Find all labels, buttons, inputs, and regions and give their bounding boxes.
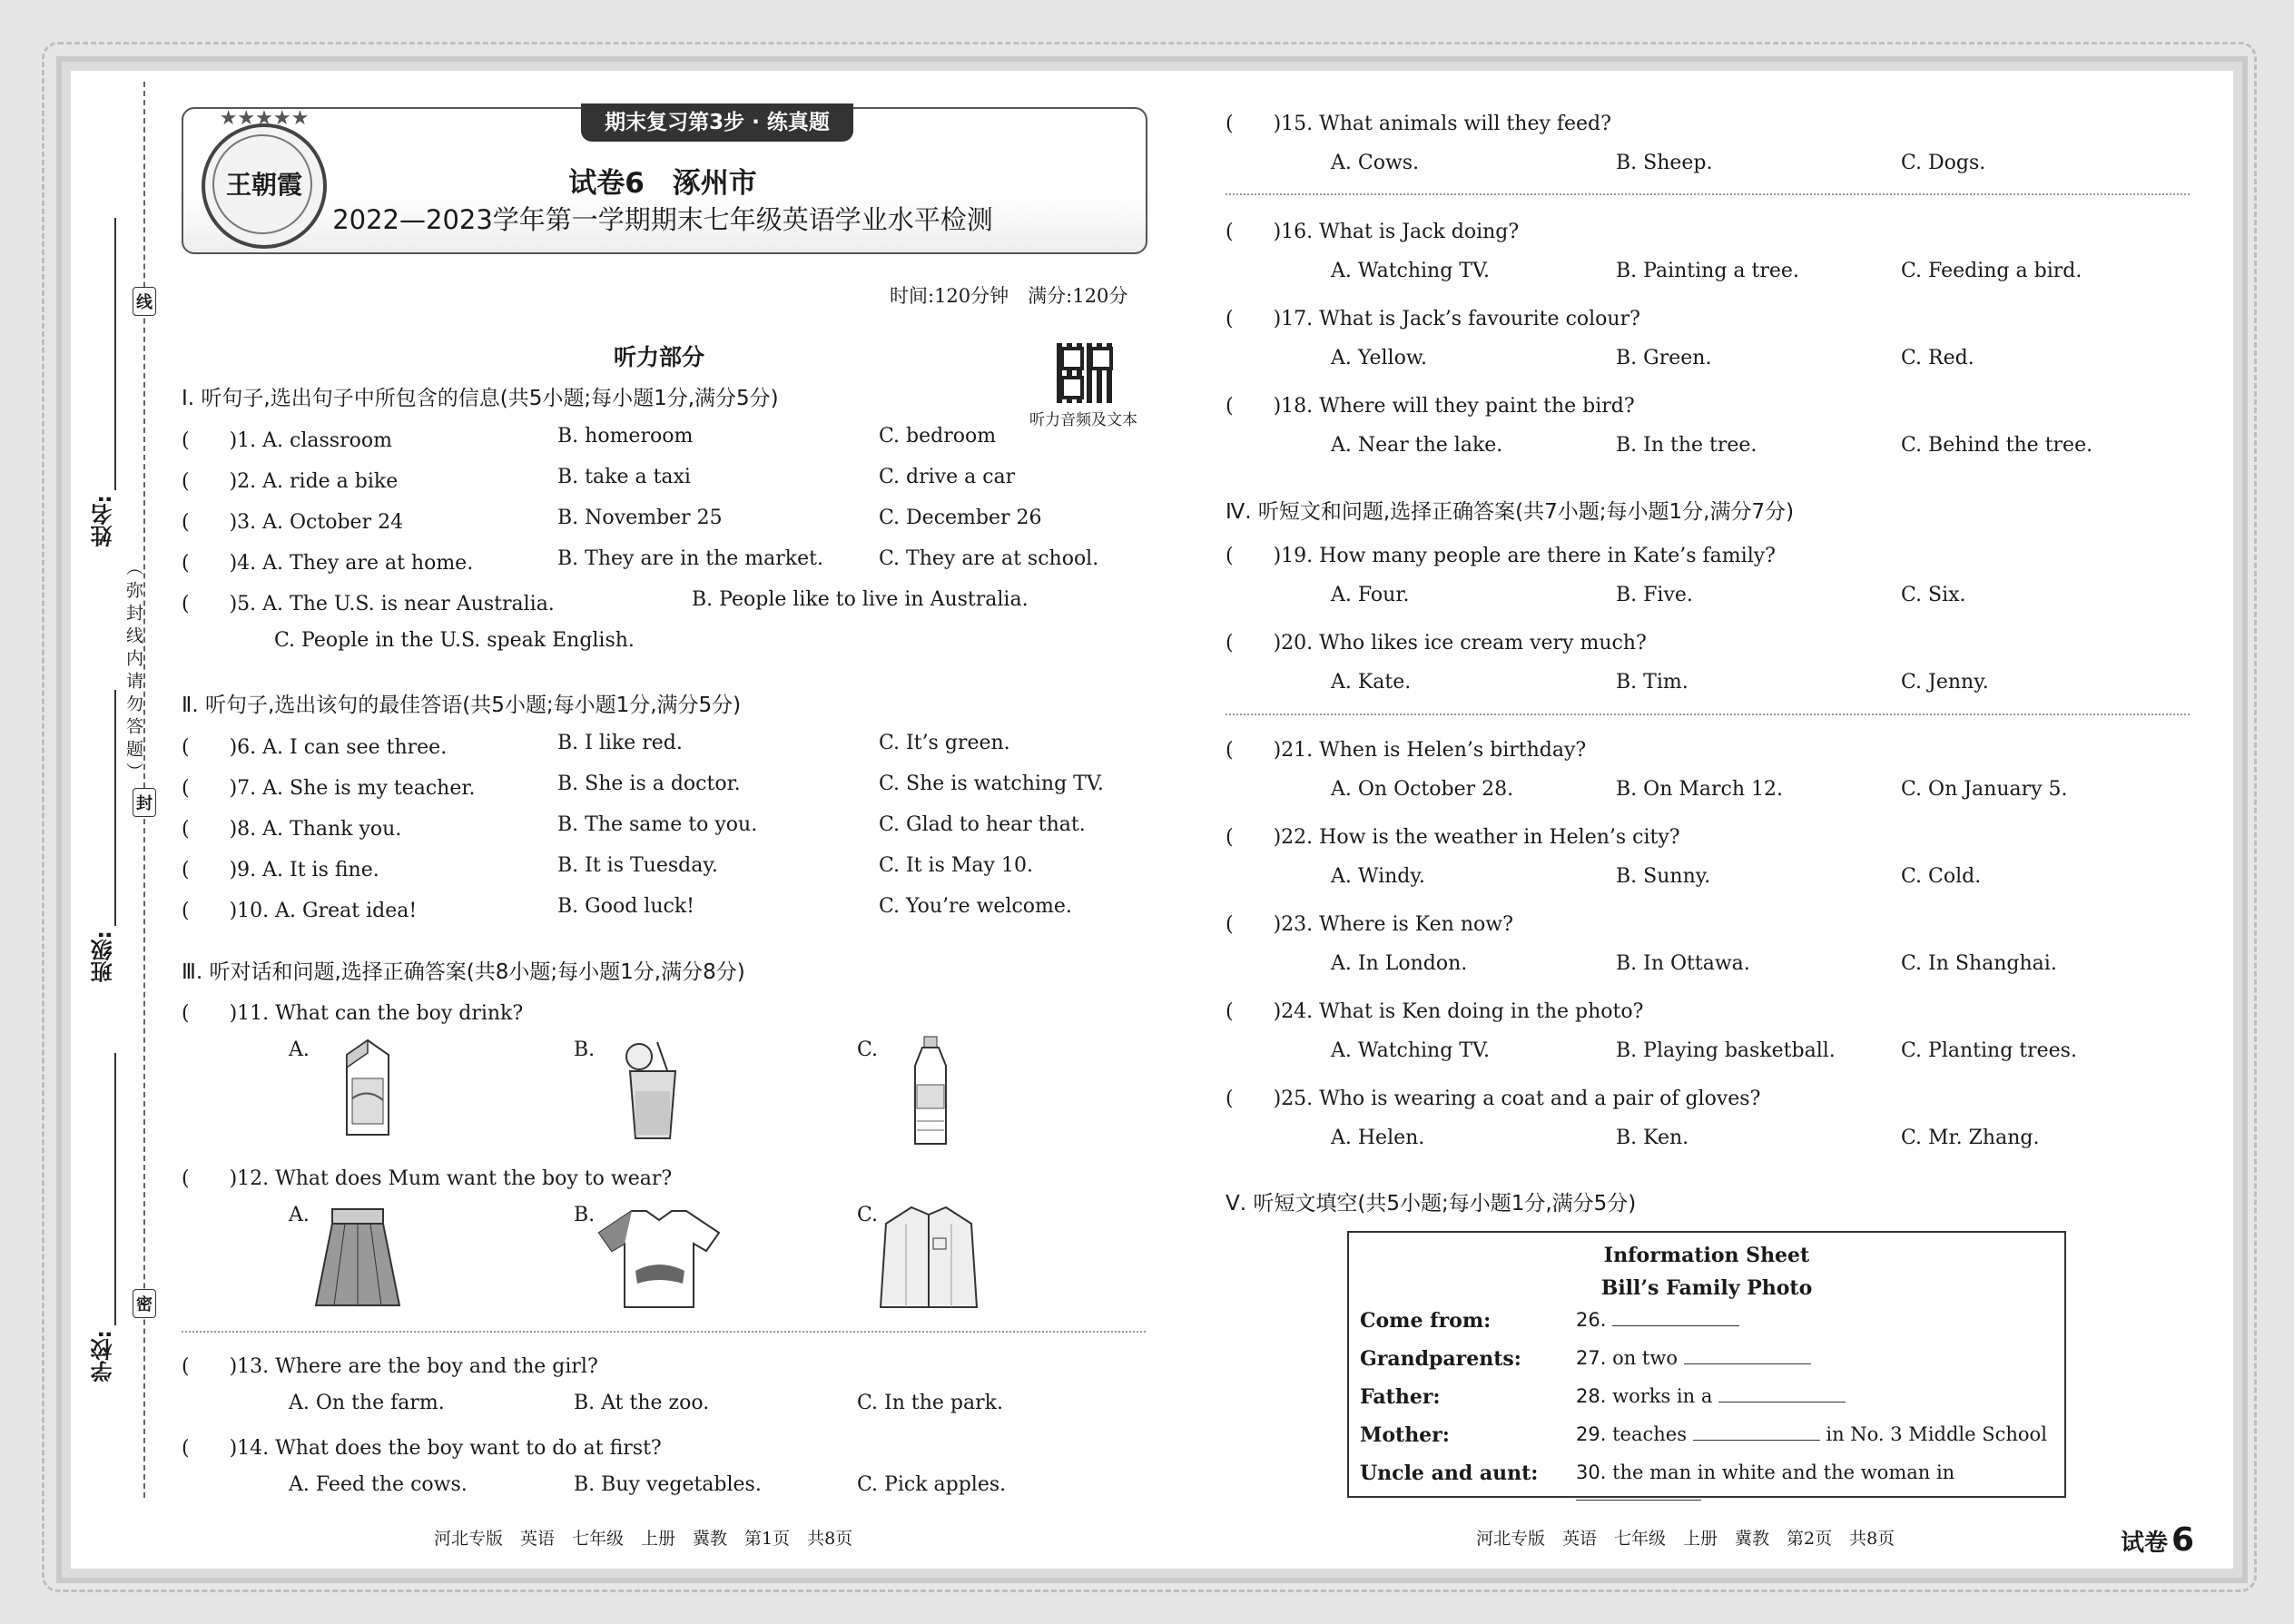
school-field[interactable]	[87, 1053, 123, 1398]
question-16[interactable]: ( )16. What is Jack doing?	[1226, 221, 1520, 243]
q18-option-a[interactable]: A. Near the lake.	[1331, 434, 1503, 457]
q15-option-c[interactable]: C. Dogs.	[1901, 152, 1986, 174]
q2-option-c[interactable]: C. drive a car	[879, 466, 1016, 488]
q12-option-b[interactable]: B.	[574, 1204, 596, 1226]
info-row-26[interactable]	[1576, 1309, 1739, 1331]
info-row-30[interactable]	[1576, 1462, 2064, 1505]
q14-option-b[interactable]: B. Buy vegetables.	[574, 1473, 762, 1496]
time-info: 时间:120分钟 满分:120分	[890, 285, 1128, 307]
info-label-uncle-aunt: Uncle and aunt:	[1360, 1462, 1539, 1485]
blank-26[interactable]	[1612, 1325, 1739, 1326]
question-12[interactable]: ( )12. What does Mum want the boy to wear?	[182, 1167, 673, 1190]
q25-option-c[interactable]: C. Mr. Zhang.	[1901, 1127, 2040, 1149]
blank-29[interactable]	[1693, 1440, 1820, 1441]
q18-option-c[interactable]: C. Behind the tree.	[1901, 434, 2093, 457]
q17-option-a[interactable]: A. Yellow.	[1331, 347, 1428, 369]
q12-option-a[interactable]: A.	[289, 1204, 310, 1226]
name-field[interactable]	[87, 218, 123, 563]
qr-code-icon[interactable]	[1057, 343, 1117, 403]
info-row-28[interactable]	[1576, 1385, 1846, 1407]
question-18[interactable]: ( )18. Where will they paint the bird?	[1226, 395, 1635, 418]
question-7[interactable]: ( )7. A. She is my teacher.	[182, 777, 476, 800]
q21-option-c[interactable]: C. On January 5.	[1901, 778, 2068, 801]
q10-option-c[interactable]: C. You’re welcome.	[879, 895, 1072, 918]
q10-option-b[interactable]: B. Good luck!	[557, 895, 694, 918]
q11-option-a[interactable]: A.	[289, 1038, 310, 1061]
paper-label	[2121, 1521, 2194, 1559]
question-4[interactable]: ( )4. A. They are at home.	[182, 552, 474, 575]
info-text-28: works in a	[1612, 1385, 1713, 1407]
blank-27[interactable]	[1684, 1363, 1811, 1364]
school-label: 学校:	[91, 1330, 116, 1383]
question-10[interactable]: ( )10. A. Great idea!	[182, 900, 418, 922]
info-sheet-title: Information Sheet	[1603, 1244, 1810, 1267]
water-bottle-icon[interactable]	[908, 1035, 953, 1148]
question-13[interactable]: ( )13. Where are the boy and the girl?	[182, 1355, 598, 1378]
class-field[interactable]	[87, 690, 123, 999]
info-row-27[interactable]	[1576, 1347, 1811, 1369]
q16-option-c[interactable]: C. Feeding a bird.	[1901, 260, 2082, 282]
blank-number-27: 27.	[1576, 1347, 1607, 1369]
q6-option-b[interactable]: B. I like red.	[557, 732, 683, 754]
milk-carton-icon[interactable]	[336, 1035, 399, 1139]
listening-title: 听力部分	[614, 344, 705, 370]
q20-option-b[interactable]: B. Tim.	[1616, 671, 1689, 694]
q13-option-a[interactable]: A. On the farm.	[289, 1392, 445, 1414]
binding-note: （弥封线内请勿答题）	[123, 558, 143, 785]
logo-text: 王朝霞	[225, 170, 302, 200]
q21-option-b[interactable]: B. On March 12.	[1616, 778, 1783, 801]
section-5-heading: Ⅴ. 听短文填空(共5小题;每小题1分,满分5分)	[1226, 1192, 1637, 1216]
blank-number-29: 29.	[1576, 1423, 1607, 1445]
q23-option-a[interactable]: A. In London.	[1331, 952, 1468, 975]
question-22[interactable]: ( )22. How is the weather in Helen’s city?	[1226, 826, 1680, 849]
name-label: 姓名:	[91, 495, 116, 547]
blank-number-26: 26.	[1576, 1309, 1607, 1331]
q3-option-b[interactable]: B. November 25	[557, 507, 723, 529]
binding-line-mark: 线	[133, 287, 156, 316]
info-label-grandparents: Grandparents:	[1360, 1347, 1521, 1371]
q16-option-b[interactable]: B. Painting a tree.	[1616, 260, 1799, 282]
question-17[interactable]: ( )17. What is Jack’s favourite colour?	[1226, 308, 1640, 330]
divider-right-1	[1226, 193, 2190, 195]
q16-option-a[interactable]: A. Watching TV.	[1331, 260, 1491, 282]
q21-option-a[interactable]: A. On October 28.	[1331, 778, 1514, 801]
q4-option-c[interactable]: C. They are at school.	[879, 547, 1099, 570]
q14-option-a[interactable]: A. Feed the cows.	[289, 1473, 468, 1496]
q5-option-c[interactable]: C. People in the U.S. speak English.	[274, 629, 635, 652]
t-shirt-icon[interactable]	[596, 1206, 723, 1311]
q11-option-b[interactable]: B.	[574, 1038, 596, 1061]
q20-option-c[interactable]: C. Jenny.	[1901, 671, 1989, 694]
q24-option-c[interactable]: C. Planting trees.	[1901, 1039, 2077, 1062]
q9-option-c[interactable]: C. It is May 10.	[879, 854, 1033, 877]
question-20[interactable]: ( )20. Who likes ice cream very much?	[1226, 632, 1647, 655]
info-text-27: on two	[1612, 1347, 1678, 1369]
footer-right: 河北专版 英语 七年级 上册 冀教 第2页 共8页	[1476, 1529, 1895, 1549]
question-1[interactable]: ( )1. A. classroom	[182, 429, 392, 452]
question-24[interactable]: ( )24. What is Ken doing in the photo?	[1226, 1000, 1644, 1023]
divider-right-2	[1226, 714, 2190, 715]
q24-option-b[interactable]: B. Playing basketball.	[1616, 1039, 1836, 1062]
paper-label-text: 试卷	[2121, 1530, 2169, 1557]
info-text-29-after: in No. 3 Middle School	[1826, 1423, 2047, 1445]
q17-option-c[interactable]: C. Red.	[1901, 347, 1974, 369]
juice-glass-icon[interactable]	[621, 1037, 684, 1141]
shirt-icon[interactable]	[879, 1202, 979, 1313]
q9-option-b[interactable]: B. It is Tuesday.	[557, 854, 718, 877]
q8-option-c[interactable]: C. Glad to hear that.	[879, 813, 1086, 836]
q8-option-b[interactable]: B. The same to you.	[557, 813, 758, 836]
section-2-heading: Ⅱ. 听句子,选出该句的最佳答语(共5小题;每小题1分,满分5分)	[182, 694, 742, 717]
q15-option-b[interactable]: B. Sheep.	[1616, 152, 1713, 174]
q17-option-b[interactable]: B. Green.	[1616, 347, 1712, 369]
divider-left	[182, 1331, 1146, 1333]
footer-left: 河北专版 英语 七年级 上册 冀教 第1页 共8页	[434, 1529, 853, 1549]
q19-option-b[interactable]: B. Five.	[1616, 584, 1693, 606]
skirt-icon[interactable]	[312, 1206, 403, 1311]
q1-option-c[interactable]: C. bedroom	[879, 425, 997, 448]
section-3-heading: Ⅲ. 听对话和问题,选择正确答案(共8小题;每小题1分,满分8分)	[182, 960, 745, 984]
information-sheet	[1347, 1231, 2066, 1498]
header-badge: 期末复习第3步 · 练真题	[581, 103, 853, 142]
q2-option-b[interactable]: B. take a taxi	[557, 466, 691, 488]
q22-option-c[interactable]: C. Cold.	[1901, 865, 1982, 888]
question-14[interactable]: ( )14. What does the boy want to do at first?	[182, 1437, 662, 1460]
q20-option-a[interactable]: A. Kate.	[1331, 671, 1412, 694]
q7-option-c[interactable]: C. She is watching TV.	[879, 773, 1104, 795]
question-3[interactable]: ( )3. A. October 24	[182, 511, 404, 534]
q12-option-c[interactable]: C.	[857, 1204, 879, 1226]
q1-option-b[interactable]: B. homeroom	[557, 425, 694, 448]
question-5[interactable]: ( )5. A. The U.S. is near Australia.	[182, 593, 555, 615]
q13-option-b[interactable]: B. At the zoo.	[574, 1392, 710, 1414]
info-sheet-subtitle: Bill’s Family Photo	[1600, 1276, 1813, 1300]
paper-title: 试卷6 涿州市	[568, 167, 757, 200]
q11-option-c[interactable]: C.	[857, 1038, 879, 1061]
q14-option-c[interactable]: C. Pick apples.	[857, 1473, 1007, 1496]
binding-seal-mark: 封	[133, 788, 156, 817]
q22-option-a[interactable]: A. Windy.	[1331, 865, 1425, 888]
paper-label-number: 6	[2171, 1521, 2195, 1559]
q18-option-b[interactable]: B. In the tree.	[1616, 434, 1757, 457]
q3-option-c[interactable]: C. December 26	[879, 507, 1042, 529]
q22-option-b[interactable]: B. Sunny.	[1616, 865, 1711, 888]
question-9[interactable]: ( )9. A. It is fine.	[182, 859, 379, 881]
q19-option-c[interactable]: C. Six.	[1901, 584, 1966, 606]
question-15[interactable]: ( )15. What animals will they feed?	[1226, 113, 1611, 135]
q19-option-a[interactable]: A. Four.	[1331, 584, 1410, 606]
binding-secret-mark: 密	[133, 1289, 156, 1318]
blank-30[interactable]	[1576, 1500, 1701, 1501]
question-6[interactable]: ( )6. A. I can see three.	[182, 736, 448, 759]
info-label-father: Father:	[1360, 1385, 1441, 1409]
qr-caption: 听力音频及文本	[1029, 411, 1137, 429]
paper-subtitle: 2022—2023学年第一学期期末七年级英语学业水平检测	[332, 204, 993, 235]
blank-number-30: 30.	[1576, 1462, 1607, 1483]
info-text-29: teaches	[1612, 1423, 1687, 1445]
q23-option-c[interactable]: C. In Shanghai.	[1901, 952, 2057, 975]
q5-option-b[interactable]: B. People like to live in Australia.	[692, 588, 1029, 611]
info-text-30: the man in white and the woman in	[1612, 1462, 1955, 1483]
info-label-mother: Mother:	[1360, 1423, 1450, 1447]
q15-option-a[interactable]: A. Cows.	[1331, 152, 1420, 174]
info-row-29[interactable]	[1576, 1423, 2047, 1445]
q24-option-a[interactable]: A. Watching TV.	[1331, 1039, 1491, 1062]
q25-option-b[interactable]: B. Ken.	[1616, 1127, 1689, 1149]
section-4-heading: Ⅳ. 听短文和问题,选择正确答案(共7小题;每小题1分,满分7分)	[1226, 500, 1795, 524]
q6-option-c[interactable]: C. It’s green.	[879, 732, 1010, 754]
q25-option-a[interactable]: A. Helen.	[1331, 1127, 1425, 1149]
question-8[interactable]: ( )8. A. Thank you.	[182, 818, 402, 841]
question-21[interactable]: ( )21. When is Helen’s birthday?	[1226, 739, 1587, 762]
question-2[interactable]: ( )2. A. ride a bike	[182, 470, 399, 493]
q7-option-b[interactable]: B. She is a doctor.	[557, 773, 741, 795]
question-23[interactable]: ( )23. Where is Ken now?	[1226, 913, 1513, 936]
blank-28[interactable]	[1718, 1402, 1846, 1403]
class-label: 班级:	[91, 930, 116, 983]
blank-number-28: 28.	[1576, 1385, 1607, 1407]
question-11[interactable]: ( )11. What can the boy drink?	[182, 1002, 524, 1025]
logo-stars-icon: ★★★★★	[219, 107, 310, 130]
q13-option-c[interactable]: C. In the park.	[857, 1392, 1003, 1414]
info-label-come-from: Come from:	[1360, 1309, 1492, 1333]
question-19[interactable]: ( )19. How many people are there in Kate’s family?	[1226, 545, 1776, 567]
section-1-heading: Ⅰ. 听句子,选出句子中所包含的信息(共5小题;每小题1分,满分5分)	[182, 387, 779, 410]
q23-option-b[interactable]: B. In Ottawa.	[1616, 952, 1750, 975]
question-25[interactable]: ( )25. Who is wearing a coat and a pair of gloves?	[1226, 1088, 1761, 1110]
q4-option-b[interactable]: B. They are in the market.	[557, 547, 823, 570]
